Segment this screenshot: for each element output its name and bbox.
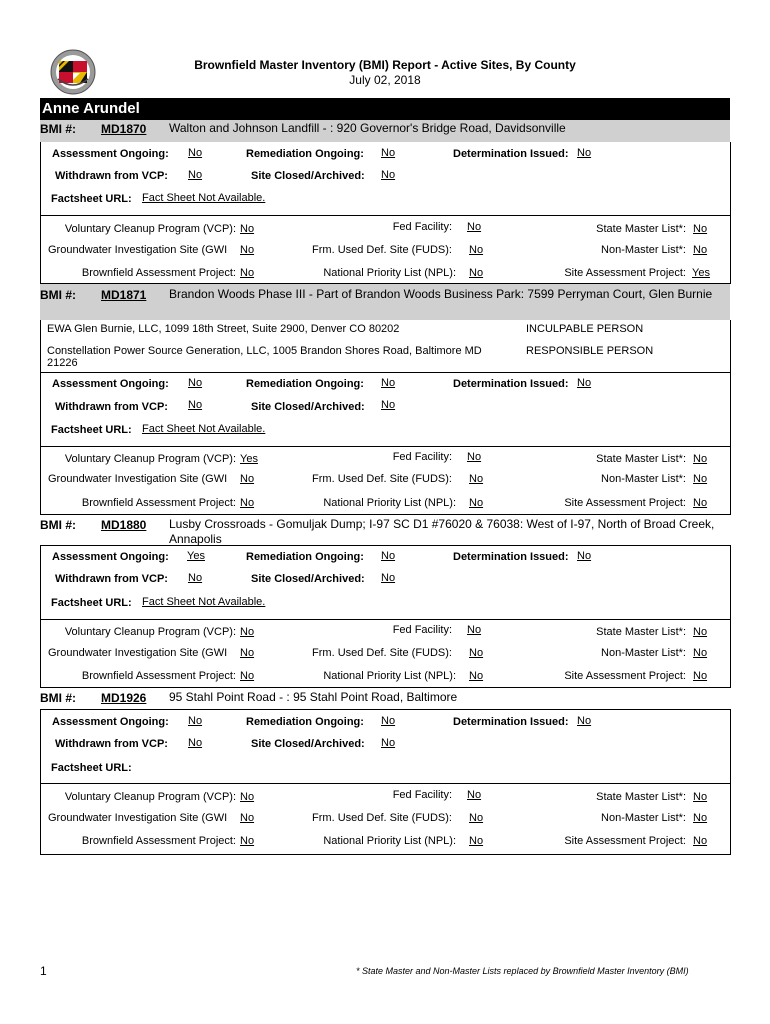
site-name: 95 Stahl Point Road - : 95 Stahl Point Road, Baltimore (169, 690, 458, 704)
fuds-label: Frm. Used Def. Site (FUDS): (312, 812, 452, 824)
fed-facility-value: No (467, 221, 482, 233)
site-closed-label: Site Closed/Archived: (251, 401, 365, 413)
withdrawn-vcp-value: No (188, 399, 203, 411)
bmi-label: BMI #: (40, 122, 76, 136)
maryland-seal-logo (50, 49, 96, 95)
withdrawn-vcp-label: Withdrawn from VCP: (55, 573, 168, 585)
county-header (40, 98, 730, 120)
factsheet-url-label: Factsheet URL: (51, 424, 132, 436)
remediation-ongoing-label: Remediation Ongoing: (246, 551, 364, 563)
site-closed-value: No (381, 169, 396, 181)
determination-issued-value: No (577, 147, 592, 159)
npl-value: No (469, 497, 484, 509)
determination-issued-label: Determination Issued: (453, 551, 569, 563)
remediation-ongoing-value: No (381, 377, 396, 389)
remediation-ongoing-value: No (381, 147, 396, 159)
report-title: Brownfield Master Inventory (BMI) Report - Active Sites, By County (194, 58, 576, 72)
assessment-ongoing-value: Yes (187, 550, 205, 562)
sap-label: Site Assessment Project: (564, 497, 686, 509)
remediation-ongoing-value: No (381, 715, 396, 727)
bmi-id: MD1871 (101, 288, 147, 302)
npl-value: No (469, 267, 484, 279)
determination-issued-label: Determination Issued: (453, 716, 569, 728)
site-closed-label: Site Closed/Archived: (251, 738, 365, 750)
bap-value: No (240, 497, 255, 509)
fuds-label: Frm. Used Def. Site (FUDS): (312, 473, 452, 485)
remediation-ongoing-label: Remediation Ongoing: (246, 378, 364, 390)
vcp-value: Yes (240, 453, 258, 465)
bap-value: No (240, 267, 255, 279)
non-master-value: No (693, 812, 708, 824)
fuds-label: Frm. Used Def. Site (FUDS): (312, 647, 452, 659)
withdrawn-vcp-label: Withdrawn from VCP: (55, 738, 168, 750)
withdrawn-vcp-value: No (188, 169, 203, 181)
fuds-value: No (469, 647, 484, 659)
determination-issued-value: No (577, 715, 592, 727)
assessment-ongoing-value: No (188, 147, 203, 159)
vcp-label: Voluntary Cleanup Program (VCP): (64, 791, 236, 803)
non-master-label: Non-Master List*: (601, 244, 686, 256)
bmi-label: BMI #: (40, 288, 76, 302)
assessment-ongoing-label: Assessment Ongoing: (52, 716, 169, 728)
withdrawn-vcp-label: Withdrawn from VCP: (55, 401, 168, 413)
site-closed-label: Site Closed/Archived: (251, 170, 365, 182)
report-date: July 02, 2018 (349, 73, 421, 87)
sap-value: Yes (692, 267, 710, 279)
bap-value: No (240, 670, 255, 682)
fuds-label: Frm. Used Def. Site (FUDS): (312, 244, 452, 256)
state-master-label: State Master List*: (596, 453, 686, 465)
bmi-id: MD1870 (101, 122, 147, 136)
gwi-label: Groundwater Investigation Site (GWI (48, 812, 228, 824)
state-master-label: State Master List*: (596, 223, 686, 235)
remediation-ongoing-label: Remediation Ongoing: (246, 716, 364, 728)
factsheet-url-link[interactable]: Fact Sheet Not Available. (142, 423, 266, 435)
fed-facility-label: Fed Facility: (392, 221, 452, 233)
fed-facility-label: Fed Facility: (392, 624, 452, 636)
site-name: Brandon Woods Phase III - Part of Brandon Woods Business Park: 7599 Perryman Court, Glen Burnie (169, 287, 713, 301)
bap-label: Brownfield Assessment Project: (81, 267, 236, 279)
factsheet-url-label: Factsheet URL: (51, 597, 132, 609)
non-master-value: No (693, 473, 708, 485)
vcp-label: Voluntary Cleanup Program (VCP): (64, 223, 236, 235)
assessment-ongoing-value: No (188, 377, 203, 389)
determination-issued-value: No (577, 550, 592, 562)
state-master-value: No (693, 791, 708, 803)
vcp-value: No (240, 791, 255, 803)
sap-value: No (693, 835, 708, 847)
npl-label: National Priority List (NPL): (323, 267, 456, 279)
remediation-ongoing-label: Remediation Ongoing: (246, 148, 364, 160)
non-master-label: Non-Master List*: (601, 812, 686, 824)
fuds-value: No (469, 473, 484, 485)
gwi-value: No (240, 244, 255, 256)
fed-facility-label: Fed Facility: (392, 789, 452, 801)
fed-facility-value: No (467, 451, 482, 463)
site-closed-value: No (381, 737, 396, 749)
bmi-label: BMI #: (40, 691, 76, 705)
state-master-value: No (693, 223, 708, 235)
remediation-ongoing-value: No (381, 550, 396, 562)
sap-label: Site Assessment Project: (564, 267, 686, 279)
fuds-value: No (469, 244, 484, 256)
gwi-label: Groundwater Investigation Site (GWI (48, 244, 228, 256)
site-closed-label: Site Closed/Archived: (251, 573, 365, 585)
npl-value: No (469, 835, 484, 847)
factsheet-url-link[interactable]: Fact Sheet Not Available. (142, 596, 266, 608)
fed-facility-value: No (467, 624, 482, 636)
sap-label: Site Assessment Project: (564, 835, 686, 847)
non-master-value: No (693, 244, 708, 256)
npl-label: National Priority List (NPL): (323, 670, 456, 682)
assessment-ongoing-value: No (188, 715, 203, 727)
gwi-label: Groundwater Investigation Site (GWI (48, 647, 228, 659)
non-master-label: Non-Master List*: (601, 473, 686, 485)
vcp-label: Voluntary Cleanup Program (VCP): (64, 453, 236, 465)
bmi-id: MD1926 (101, 691, 147, 705)
determination-issued-label: Determination Issued: (453, 148, 569, 160)
bap-value: No (240, 835, 255, 847)
party-role: RESPONSIBLE PERSON (526, 345, 654, 357)
vcp-value: No (240, 626, 255, 638)
assessment-ongoing-label: Assessment Ongoing: (52, 378, 169, 390)
state-master-value: No (693, 626, 708, 638)
sap-value: No (693, 497, 708, 509)
bmi-id: MD1880 (101, 518, 147, 532)
state-master-label: State Master List*: (596, 626, 686, 638)
page-number: 1 (40, 964, 47, 978)
bmi-label: BMI #: (40, 518, 76, 532)
bap-label: Brownfield Assessment Project: (81, 497, 236, 509)
site-closed-value: No (381, 572, 396, 584)
site-name: Walton and Johnson Landfill - : 920 Governor's Bridge Road, Davidsonville (169, 121, 566, 135)
determination-issued-value: No (577, 377, 592, 389)
site-name: Lusby Crossroads - Gomuljak Dump; I-97 SC D1 #76020 & 76038: West of I-97, North of Broad Creek, Annapolis (169, 517, 715, 546)
npl-value: No (469, 670, 484, 682)
county-name: Anne Arundel (42, 100, 140, 117)
withdrawn-vcp-value: No (188, 737, 203, 749)
fed-facility-value: No (467, 789, 482, 801)
gwi-value: No (240, 473, 255, 485)
withdrawn-vcp-label: Withdrawn from VCP: (55, 170, 168, 182)
vcp-value: No (240, 223, 255, 235)
non-master-label: Non-Master List*: (601, 647, 686, 659)
fuds-value: No (469, 812, 484, 824)
party-role: INCULPABLE PERSON (526, 323, 644, 335)
factsheet-url-label: Factsheet URL: (51, 193, 132, 205)
sap-label: Site Assessment Project: (564, 670, 686, 682)
gwi-value: No (240, 812, 255, 824)
gwi-value: No (240, 647, 255, 659)
bap-label: Brownfield Assessment Project: (81, 670, 236, 682)
determination-issued-label: Determination Issued: (453, 378, 569, 390)
sap-value: No (693, 670, 708, 682)
npl-label: National Priority List (NPL): (323, 497, 456, 509)
bap-label: Brownfield Assessment Project: (81, 835, 236, 847)
npl-label: National Priority List (NPL): (323, 835, 456, 847)
state-master-label: State Master List*: (596, 791, 686, 803)
site-closed-value: No (381, 399, 396, 411)
assessment-ongoing-label: Assessment Ongoing: (52, 551, 169, 563)
vcp-label: Voluntary Cleanup Program (VCP): (64, 626, 236, 638)
party-name: EWA Glen Burnie, LLC, 1099 18th Street, Suite 2900, Denver CO 80202 (47, 323, 400, 335)
gwi-label: Groundwater Investigation Site (GWI (48, 473, 228, 485)
party-name: Constellation Power Source Generation, LLC, 1005 Brandon Shores Road, Baltimore MD 21226 (47, 345, 482, 369)
fed-facility-label: Fed Facility: (392, 451, 452, 463)
assessment-ongoing-label: Assessment Ongoing: (52, 148, 169, 160)
factsheet-url-link[interactable]: Fact Sheet Not Available. (142, 192, 266, 204)
footnote: * State Master and Non-Master Lists replaced by Brownfield Master Inventory (BMI) (356, 966, 689, 976)
factsheet-url-label: Factsheet URL: (51, 762, 132, 774)
non-master-value: No (693, 647, 708, 659)
withdrawn-vcp-value: No (188, 572, 203, 584)
state-master-value: No (693, 453, 708, 465)
